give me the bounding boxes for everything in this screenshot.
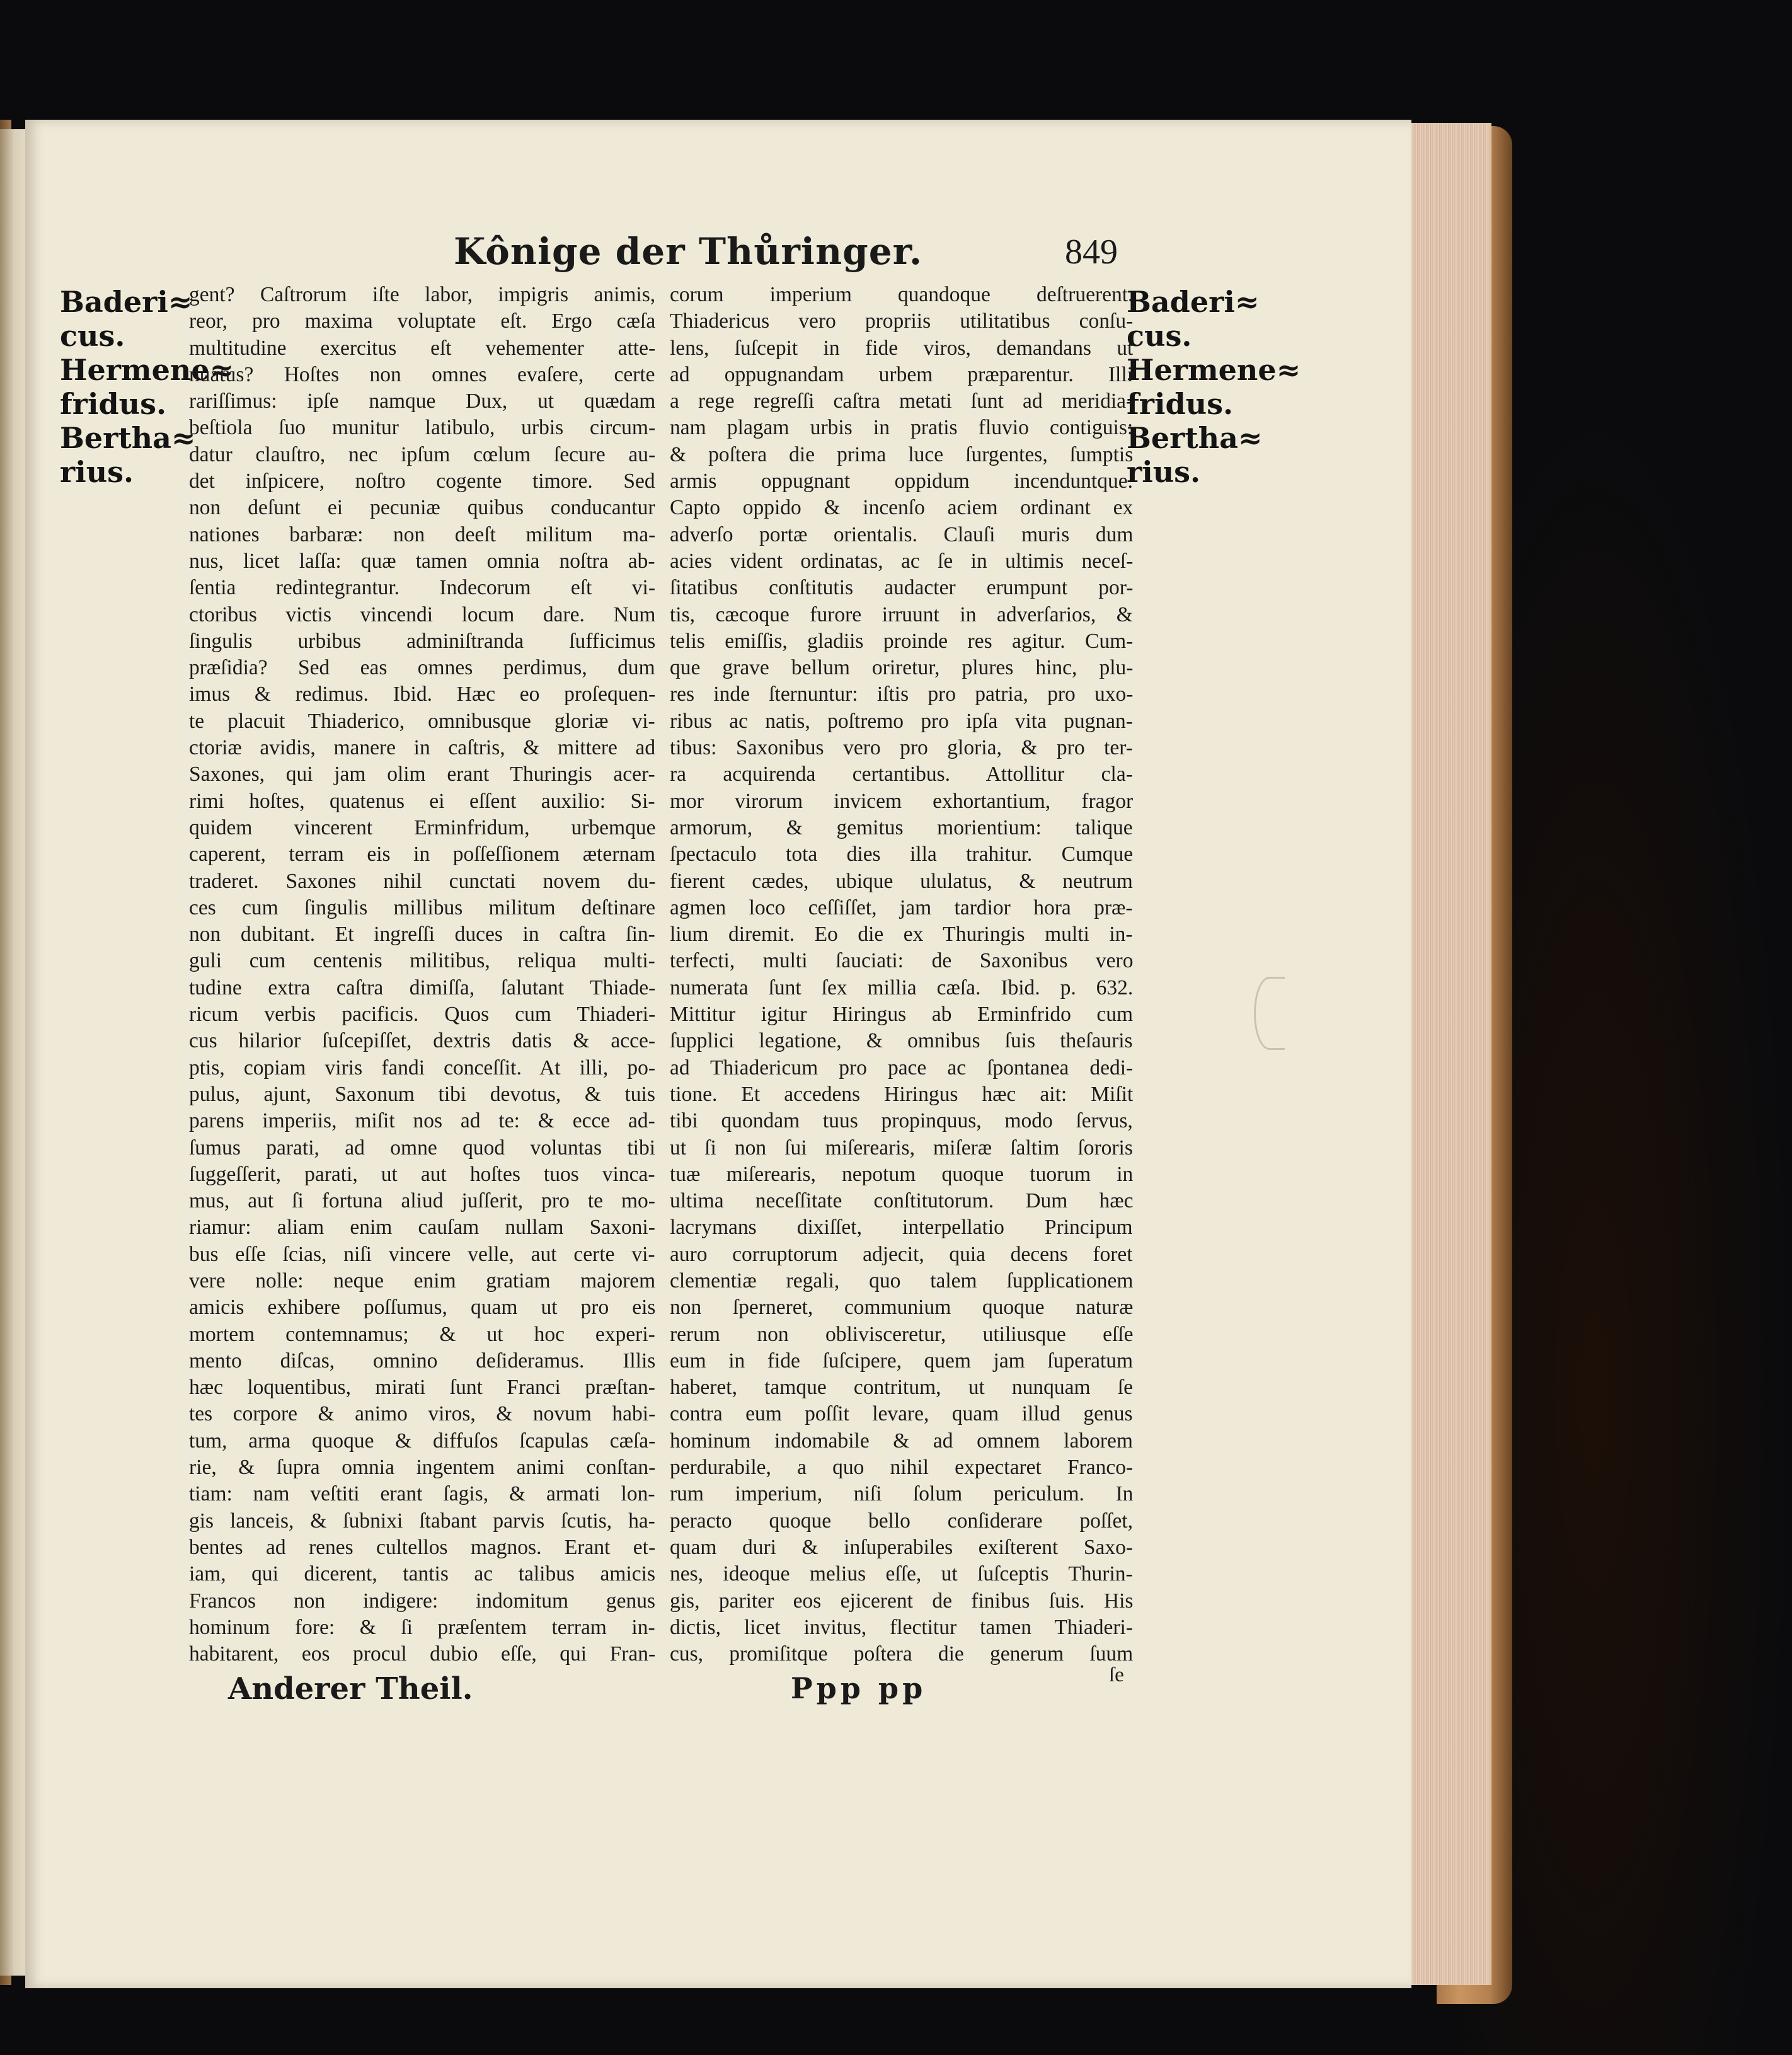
text-line: tuæ miſerearis, nepotum quoque tuorum in bbox=[670, 1162, 1134, 1186]
text-line: gis, pariter eos ejicerent de finibus ſuis. His bbox=[670, 1589, 1134, 1613]
text-line: traderet. Saxones nihil cunctati novem du- bbox=[189, 869, 656, 893]
margin-note-line: fridus. bbox=[60, 387, 167, 421]
text-line: rariſſimus: ipſe namque Dux, ut quædam bbox=[189, 389, 656, 413]
text-line: agmen loco ceſſiſſet, jam tardior hora præ- bbox=[670, 895, 1133, 919]
text-line: hæc loquentibus, mirati ſunt Franci præſtan- bbox=[189, 1376, 655, 1400]
text-line: mor virorum invicem exhortantium, fragor bbox=[670, 789, 1134, 813]
margin-note-line: Hermene≈ bbox=[60, 353, 234, 387]
text-line: Capto oppido & incenſo aciem ordinant ex bbox=[670, 496, 1134, 520]
text-line: habitarent, eos procul dubio eſſe, qui Fran- bbox=[189, 1642, 656, 1666]
text-line: quam duri & inſuperabiles exiſterent Saxo- bbox=[670, 1535, 1133, 1559]
signature-mark-right: Ppp pp bbox=[791, 1671, 927, 1705]
text-line: ſpectaculo tota dies illa trahitur. Cumque bbox=[670, 843, 1134, 866]
text-line: Francos non indigere: indomitum genus bbox=[189, 1589, 656, 1613]
text-line: ut ſi non ſui miſerearis, miſeræ ſaltim ſororis bbox=[670, 1136, 1133, 1160]
text-line: quidem vincerent Erminfridum, urbemque bbox=[189, 815, 656, 839]
text-line: lacrymans dixiſſet, interpellatio Principum bbox=[670, 1216, 1133, 1240]
text-line: parens imperiis, miſit nos ad te: & ecce ad- bbox=[189, 1109, 655, 1133]
running-head: Kônige der Thůringer. bbox=[454, 230, 923, 273]
text-line: rimi hoſtes, quatenus ei eſſent auxilio: Si- bbox=[189, 789, 655, 813]
text-line: te placuit Thiaderico, omnibusque gloriæ vi- bbox=[189, 709, 655, 733]
text-line: a rege regreſſi caſtra metati ſunt ad meridia- bbox=[670, 389, 1134, 413]
text-line: ſitatibus conſtitutis audacter erumpunt por- bbox=[670, 576, 1134, 600]
text-line: ſentia redintegrantur. Indecorum eſt vi- bbox=[189, 576, 655, 600]
margin-note-line: Baderi≈ bbox=[1127, 285, 1260, 319]
margin-note-line: Baderi≈ bbox=[60, 285, 193, 319]
text-line: rerum non oblivisceretur, utiliusque eſſe bbox=[670, 1322, 1134, 1346]
margin-note-line: rius. bbox=[1127, 455, 1201, 489]
text-line: clementiæ regali, quo talem ſupplicationem bbox=[670, 1269, 1134, 1292]
margin-note-line: Hermene≈ bbox=[1127, 353, 1301, 387]
text-line: ctoriæ avidis, manere in caſtris, & mittere ad bbox=[189, 736, 656, 760]
text-line: reor, pro maxima voluptate eſt. Ergo cæſa bbox=[189, 309, 656, 333]
text-line: terfecti, multi ſauciati: de Saxonibus vero bbox=[670, 949, 1134, 973]
text-line: vere nolle: neque enim gratiam majorem bbox=[189, 1269, 656, 1292]
text-line: auro corruptorum adjecit, quia decens foret bbox=[670, 1242, 1133, 1266]
text-line: peracto quoque bello conſiderare poſſet, bbox=[670, 1509, 1133, 1533]
catchword: ſe bbox=[1109, 1664, 1124, 1686]
text-line: guli cum centenis militibus, reliqua multi- bbox=[189, 949, 655, 973]
text-line: ultima neceſſitate conſtitutorum. Dum hæc bbox=[670, 1189, 1134, 1213]
text-line: iam, qui dicerent, tantis ac talibus amicis bbox=[189, 1562, 656, 1586]
margin-note-line: fridus. bbox=[1127, 387, 1234, 421]
text-line: bentes ad renes cultellos magnos. Erant et- bbox=[189, 1535, 656, 1559]
text-line: tum, arma quoque & diffuſos ſcapulas cæſa- bbox=[189, 1429, 656, 1453]
text-line: pulus, ajunt, Saxonum tibi devotus, & tuis bbox=[189, 1082, 655, 1106]
text-line: hominum fore: & ſi præſentem terram in- bbox=[189, 1615, 655, 1639]
text-line: numerata ſunt ſex millia cæſa. Ibid. p. 632. bbox=[670, 976, 1134, 999]
text-line: hominum indomabile & ad omnem laborem bbox=[670, 1429, 1133, 1453]
text-line: non ſperneret, communium quoque naturæ bbox=[670, 1296, 1134, 1320]
text-line: multitudine exercitus eſt vehementer atte- bbox=[189, 336, 656, 360]
text-line: lens, ſuſcepit in fide viros, demandans ut bbox=[670, 336, 1134, 360]
text-line: corum imperium quandoque deſtruerent. bbox=[670, 283, 1134, 306]
text-line: amicis exhibere poſſumus, quam ut pro eis bbox=[189, 1296, 656, 1320]
text-line: fierent cædes, ubique ululatus, & neutrum bbox=[670, 869, 1133, 893]
text-line: tiam: nam veſtiti erant ſagis, & armati lon- bbox=[189, 1482, 655, 1506]
pencil-mark bbox=[1254, 977, 1285, 1050]
text-line: Thiadericus vero propriis utilitatibus conſu- bbox=[670, 309, 1134, 333]
text-line: res inde ſternuntur: iſtis pro patria, pro uxo- bbox=[670, 682, 1134, 706]
text-line: tione. Et accedens Hiringus hæc ait: Miſit bbox=[670, 1082, 1134, 1106]
margin-note-line: Bertha≈ bbox=[60, 421, 196, 455]
text-line: cus hilarior ſuſcepiſſet, dextris datis & acce- bbox=[189, 1029, 655, 1053]
margin-note-line: rius. bbox=[60, 455, 134, 489]
text-line: ricum verbis pacificis. Quos cum Thiaderi- bbox=[189, 1003, 656, 1027]
text-line: nam plagam urbis in pratis fluvio contiguis: bbox=[670, 416, 1134, 440]
text-line: tes corpore & animo viros, & novum habi- bbox=[189, 1402, 656, 1426]
text-line: nus, licet laſſa: quæ tamen omnia noſtra ab- bbox=[189, 549, 655, 573]
text-line: tudine extra caſtra dimiſſa, ſalutant Thiade- bbox=[189, 976, 656, 999]
text-line: ces cum ſingulis millibus militum deſtinare bbox=[189, 895, 655, 919]
text-line: nes, ideoque melius eſſe, ut ſuſceptis Thurin- bbox=[670, 1562, 1133, 1586]
page-fore-edge bbox=[1399, 123, 1491, 1985]
text-line: ad Thiadericum pro pace ac ſpontanea dedi- bbox=[670, 1056, 1134, 1079]
text-column-left bbox=[189, 282, 655, 1667]
text-line: ctoribus victis vincendi locum dare. Num bbox=[189, 602, 656, 626]
margin-note-line: Bertha≈ bbox=[1127, 421, 1263, 455]
right-margin-note bbox=[1127, 285, 1301, 489]
text-line: bus eſſe ſcias, niſi vincere velle, aut certe vi- bbox=[189, 1242, 655, 1266]
text-line: armorum, & gemitus morientium: talique bbox=[670, 815, 1133, 839]
text-line: contra eum poſſit levare, quam illud genus bbox=[670, 1402, 1133, 1426]
text-line: rum imperium, niſi ſolum periculum. In bbox=[670, 1482, 1134, 1506]
margin-note-line: cus. bbox=[60, 319, 125, 353]
text-line: mento diſcas, omnino deſideramus. Illis bbox=[189, 1349, 656, 1373]
text-line: & poſtera die prima luce ſurgentes, ſumptis bbox=[670, 442, 1134, 466]
text-line: haberet, tamque contritum, ut nunquam ſe bbox=[670, 1376, 1133, 1400]
text-line: eum in fide ſuſcipere, quem jam ſuperatum bbox=[670, 1349, 1134, 1373]
text-line: nationes barbaræ: non deeſt militum ma- bbox=[189, 522, 656, 546]
text-line: nuatus? Hoſtes non omnes evaſere, certe bbox=[189, 362, 655, 386]
text-line: ra acquirenda certantibus. Attollitur cla- bbox=[670, 763, 1133, 786]
text-line: cus, promiſitque poſtera die generum ſuum bbox=[670, 1642, 1134, 1666]
text-line: mus, aut ſi fortuna aliud juſſerit, pro te mo- bbox=[189, 1189, 655, 1213]
text-line: ribus ac natis, poſtremo pro ipſa vita pugnan- bbox=[670, 709, 1133, 733]
text-line: telis emiſſis, gladiis proinde res agitur. Cum- bbox=[670, 629, 1134, 653]
text-line: tibus: Saxonibus vero pro gloria, & pro ter- bbox=[670, 736, 1133, 760]
text-line: caperent, terram eis in poſſeſſionem æternam bbox=[189, 843, 656, 866]
text-line: ad oppugnandam urbem præparentur. Illi bbox=[670, 362, 1133, 386]
signature-mark-left: Anderer Theil. bbox=[228, 1671, 473, 1707]
text-line: datur clauſtro, nec ipſum cœlum ſecure au- bbox=[189, 442, 656, 466]
text-line: que grave bellum oriretur, plures hinc, plu- bbox=[670, 656, 1134, 680]
text-line: dictis, licet invitus, flectitur tamen Thiaderi- bbox=[670, 1615, 1133, 1639]
text-line: mortem contemnamus; & ut hoc experi- bbox=[189, 1322, 655, 1346]
text-line: ſingulis urbibus adminiſtranda ſufficimus bbox=[189, 629, 656, 653]
text-line: tis, cæcoque furore irruunt in adverſarios, & bbox=[670, 602, 1133, 626]
text-line: præſidia? Sed eas omnes perdimus, dum bbox=[189, 656, 655, 680]
text-line: armis oppugnant oppidum incenduntque. bbox=[670, 469, 1133, 493]
text-line: adverſo portæ orientalis. Clauſi muris dum bbox=[670, 522, 1134, 546]
text-line: perdurabile, a quo nihil expectaret Franco- bbox=[670, 1456, 1134, 1480]
text-line: Mittitur igitur Hiringus ab Erminfrido cum bbox=[670, 1003, 1134, 1027]
text-line: ptis, copiam viris fandi conceſſit. At illi, po- bbox=[189, 1056, 656, 1079]
text-line: lium diremit. Eo die ex Thuringis multi in- bbox=[670, 923, 1133, 947]
margin-note-line: cus. bbox=[1127, 319, 1192, 353]
text-column-right bbox=[670, 282, 1133, 1667]
text-line: ſupplici legatione, & omnibus ſuis theſauris bbox=[670, 1029, 1133, 1053]
text-line: ſumus parati, ad omne quod voluntas tibi bbox=[189, 1136, 656, 1160]
text-line: det inſpicere, noſtro cogente timore. Sed bbox=[189, 469, 655, 493]
text-line: rie, & ſupra omnia ingentem animi conſtan- bbox=[189, 1456, 656, 1480]
page-number: 849 bbox=[1065, 233, 1118, 272]
text-line: gis lanceis, & ſubnixi ſtabant parvis ſcutis, ha- bbox=[189, 1509, 655, 1533]
text-line: ſuggeſſerit, parati, ut aut hoſtes tuos vinca- bbox=[189, 1162, 655, 1186]
text-line: riamur: aliam enim cauſam nullam Saxoni- bbox=[189, 1216, 655, 1240]
text-line: non dubitant. Et ingreſſi duces in caſtra ſin- bbox=[189, 923, 655, 947]
text-line: acies vident ordinatas, ac ſe in ultimis neceſ- bbox=[670, 549, 1134, 573]
text-line: beſtiola ſuo munitur latibulo, urbis circum- bbox=[189, 416, 656, 440]
text-line: non deſunt ei pecuniæ quibus conducantur bbox=[189, 496, 655, 520]
text-line: tibi quondam tuus propinquus, modo ſervus, bbox=[670, 1109, 1133, 1133]
text-line: Saxones, qui jam olim erant Thuringis acer- bbox=[189, 763, 655, 786]
text-line: imus & redimus. Ibid. Hæc eo proſequen- bbox=[189, 682, 656, 706]
text-line: gent? Caſtrorum iſte labor, impigris animis, bbox=[189, 283, 656, 306]
